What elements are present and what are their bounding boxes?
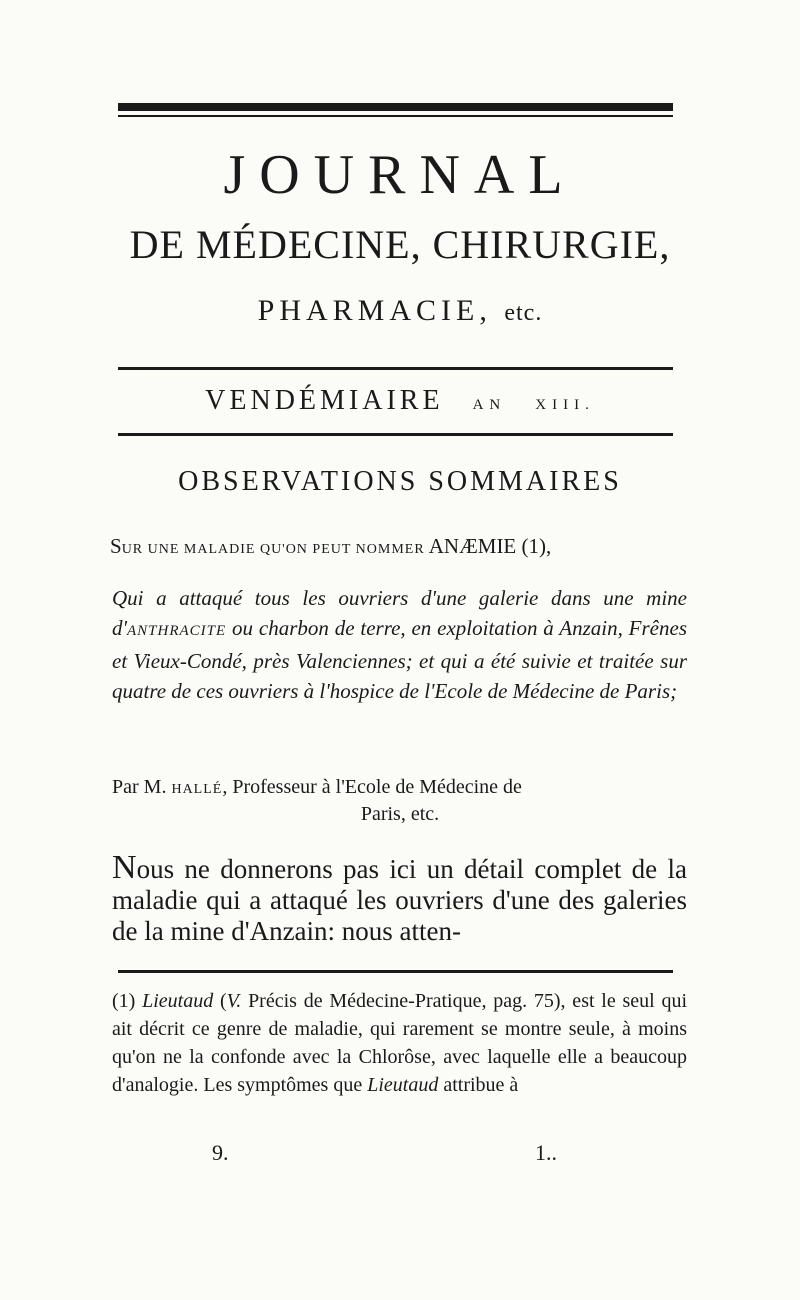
journal-title: JOURNAL: [223, 144, 577, 206]
description-smallcaps: ANTHRACITE: [127, 623, 227, 639]
subheading-smallcaps: UR UNE MALADIE QU'ON PEUT NOMMER: [121, 542, 425, 557]
footnote-separator: [118, 970, 673, 973]
footnote-text-end: attribue à: [443, 1074, 519, 1096]
journal-subtitle: DE MÉDECINE, CHIRURGIE,: [129, 222, 671, 267]
body-dropcap: N: [112, 849, 137, 886]
body-paragraph: [112, 849, 687, 947]
issue-month: VENDÉMIAIRE: [205, 385, 444, 416]
top-thin-rule: [118, 115, 673, 117]
author-line-2: Paris, etc.: [360, 803, 440, 825]
footnote-paren: (: [219, 990, 227, 1012]
subheading-main: ANÆMIE (1),: [428, 534, 552, 558]
rule-above-issue: [118, 367, 673, 370]
signature-left: 9.: [212, 1140, 229, 1165]
subheading-initial: S: [110, 534, 122, 558]
footnote: [112, 987, 687, 1099]
article-subheading: [110, 534, 551, 559]
author-name: HALLÉ: [171, 782, 223, 797]
author-line: [112, 776, 687, 799]
description-part2: ou charbon de terre, en exploitation à Anzain, Frênes et Vieux-Condé, près Valenciennes; et qui a été suivie et traitée sur quatre de ces ouvriers à l'hospice de l'Ecole de Médecine de Paris;: [112, 616, 687, 703]
issue-year: XIII.: [535, 397, 595, 413]
author-suffix: , Professeur à l'Ecole de Médecine de: [222, 776, 522, 798]
footnote-number: (1): [112, 990, 136, 1012]
article-description: [112, 583, 687, 706]
etc-label: etc.: [504, 300, 543, 326]
signature-right: 1..: [535, 1140, 557, 1165]
footnote-author: Lieutaud: [142, 990, 214, 1012]
footnote-author-2: Lieutaud: [367, 1074, 439, 1096]
footnote-v: V.: [226, 990, 242, 1012]
author-prefix: Par M.: [112, 776, 167, 798]
issue-line: [0, 385, 800, 417]
body-text: ous ne donnerons pas ici un détail complet de la maladie qui a attaqué les ouvriers d'une des galeries de la mine d'Anzain: nous atten-: [112, 854, 687, 946]
issue-year-prefix: AN: [472, 397, 507, 413]
description-part1: Qui a attaqué tous les ouvriers d'une galerie dans une mine d': [112, 586, 687, 640]
rule-below-issue: [118, 433, 673, 436]
pharmacie-label: PHARMACIE,: [257, 294, 492, 327]
top-double-rule: [118, 103, 673, 111]
journal-subtitle-2: [0, 293, 800, 331]
footnote-text: Précis de Médecine-Pratique, pag. 75), est le seul qui ait décrit ce genre de maladie, qui rarement se montre seule, à moins qu'on ne la confonde avec la Chlorôse, avec laquelle elle a beaucoup d'analogie. Les symptômes que: [112, 990, 688, 1096]
article-heading: OBSERVATIONS SOMMAIRES: [178, 466, 622, 497]
